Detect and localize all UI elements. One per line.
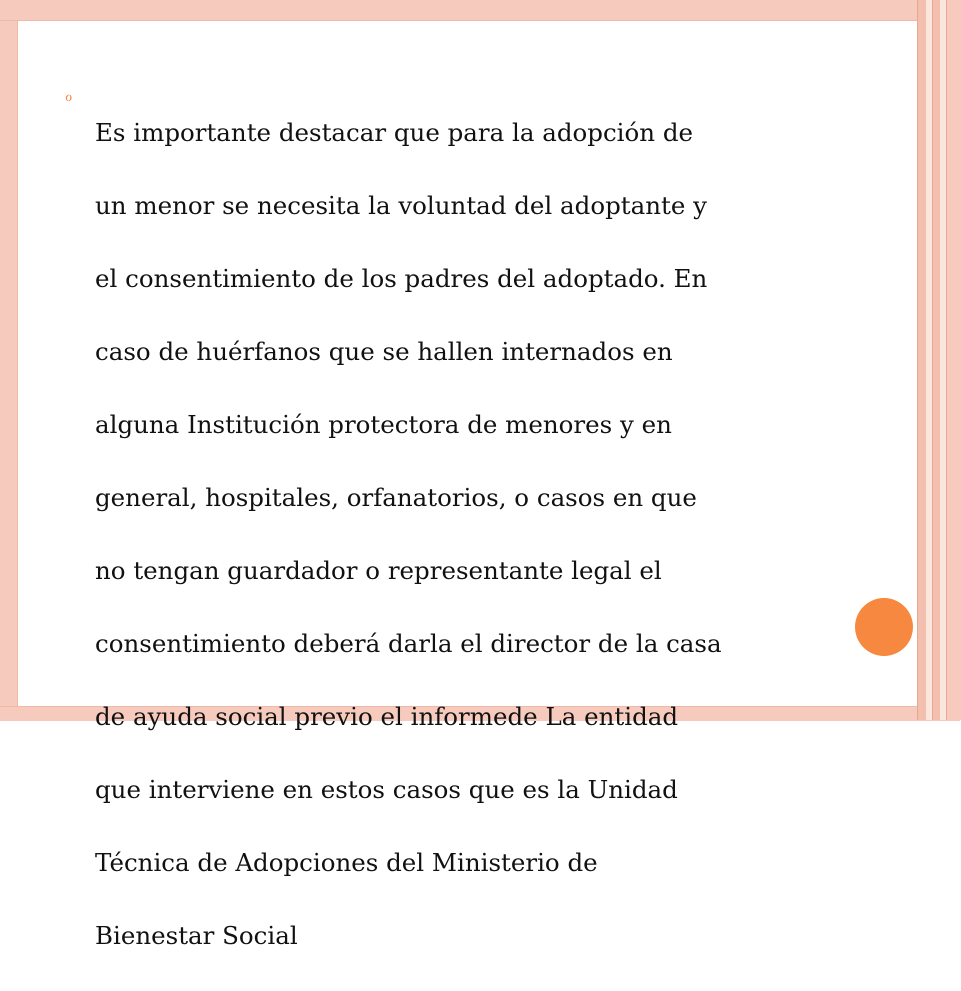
right-stripe <box>946 0 961 720</box>
text-line: general, hospitales, orfanatorios, o casos en que <box>95 482 697 512</box>
text-line: Técnica de Adopciones del Ministerio de <box>95 847 598 877</box>
slide-body <box>60 78 850 991</box>
bullet-text <box>95 78 722 991</box>
frame-left-border <box>0 0 18 720</box>
text-line: consentimiento deberá darla el director de la casa <box>95 628 722 658</box>
text-line: Es importante destacar que para la adopción de <box>95 117 694 147</box>
text-line: un menor se necesita la voluntad del adoptante y <box>95 190 707 220</box>
bullet-item <box>60 78 850 991</box>
text-line: el consentimiento de los padres del adoptado. En <box>95 263 708 293</box>
frame-top-border <box>0 0 960 21</box>
orange-circle-decoration <box>855 598 913 656</box>
bullet-icon: ℴ <box>65 86 73 105</box>
text-line: Bienestar Social <box>95 920 298 950</box>
text-line: caso de huérfanos que se hallen internados en <box>95 336 673 366</box>
text-line: que interviene en estos casos que es la Unidad <box>95 774 678 804</box>
text-line: no tengan guardador o representante legal el <box>95 555 662 585</box>
text-line: alguna Institución protectora de menores y en <box>95 409 672 439</box>
text-line: de ayuda social previo el informede La entidad <box>95 701 679 731</box>
